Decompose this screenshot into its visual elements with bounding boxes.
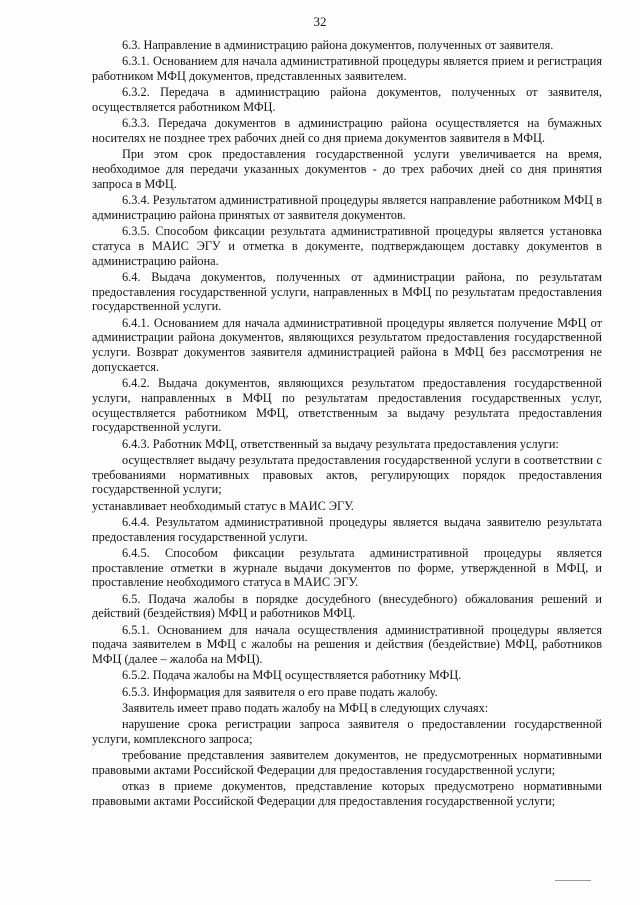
paragraph: отказ в приеме документов, представление которых предусмотрено нормативными правовыми актами Российской Федерации для предоставления государственной услуги; [92, 779, 602, 808]
paragraph: 6.4. Выдача документов, полученных от администрации района, по результатам предоставления государственной услуги, направленных в МФЦ по результатам предоставления государственной услуги. [92, 269, 602, 314]
page-number: 32 [313, 14, 327, 29]
paragraph: 6.3.1. Основанием для начала административной процедуры является прием и регистрация работником МФЦ документов, представленных заявителем. [92, 54, 602, 83]
footer-mark [555, 880, 591, 881]
paragraph: 6.4.5. Способом фиксации результата административной процедуры является проставление отметки в журнале выдачи документов по форме, утвержденной в МФЦ, и проставление необходимого статуса в МАИС ЭГУ. [92, 545, 602, 590]
paragraph: 6.3.4. Результатом административной процедуры является направление работником МФЦ в администрацию района принятых от заявителя документов. [92, 193, 602, 222]
paragraph: 6.4.3. Работник МФЦ, ответственный за выдачу результата предоставления услуги: [122, 436, 559, 451]
paragraph: 6.4.2. Выдача документов, являющихся результатом предоставления государственной услуги, направленных в МФЦ по результатам предоставления государственных услуг, осуществляется работником МФЦ, ответственным за выдачу результата предоставления государственной услуги. [92, 376, 602, 435]
paragraph: 6.4.4. Результатом административной процедуры является выдача заявителю результата предоставления государственной услуги. [92, 514, 602, 544]
document-body [92, 38, 602, 810]
paragraph: 6.5.3. Информация для заявителя о его праве подать жалобу. [122, 684, 438, 699]
paragraph: 6.5. Подача жалобы в порядке досудебного (внесудебного) обжалования решений и действий (бездействия) МФЦ и работников МФЦ. [92, 591, 602, 621]
paragraph: 6.5.2. Подача жалобы на МФЦ осуществляется работнику МФЦ. [122, 668, 462, 683]
paragraph: устанавливает необходимый статус в МАИС ЭГУ. [92, 498, 354, 513]
paragraph: требование представления заявителем документов, не предусмотренных нормативными правовыми актами Российской Федерации для предоставления государственной услуги; [92, 748, 602, 777]
paragraph: 6.3. Направление в администрацию района документов, полученных от заявителя. [122, 38, 554, 52]
paragraph: 6.3.2. Передача в администрацию района документов, полученных от заявителя, осуществляется работником МФЦ. [92, 85, 602, 114]
paragraph: 6.5.1. Основанием для начала осуществления административной процедуры является подача заявителем в МФЦ с жалобы на решения и действия (бездействие) МФЦ, работников МФЦ (далее – жалоба на МФЦ). [92, 622, 602, 666]
paragraph: 6.3.3. Передача документов в администрацию района осуществляется на бумажных носителях не позднее трех рабочих дней со дня приема документов заявителя в МФЦ. [92, 116, 602, 145]
paragraph: нарушение срока регистрации запроса заявителя о предоставлении государственной услуги, комплексного запроса; [92, 717, 602, 746]
paragraph: При этом срок предоставления государственной услуги увеличивается на время, необходимое для передачи указанных документов - до трех рабочих дней со дня принятия запроса в МФЦ. [92, 147, 602, 191]
paragraph: 6.4.1. Основанием для начала административной процедуры является получение МФЦ от администрации района документов, являющихся результатом предоставления государственной услуги. Возврат документов заявителя администрацией района в МФЦ без рассмотрения не допускается. [92, 315, 602, 374]
paragraph: Заявитель имеет право подать жалобу на МФЦ в следующих случаях: [122, 700, 489, 715]
paragraph: осуществляет выдачу результата предоставления государственной услуги в соответствии с требованиями нормативных правовых актов, регулирующих порядок предоставления государственной услуги; [92, 452, 602, 497]
paragraph: 6.3.5. Способом фиксации результата административной процедуры является установка статуса в МАИС ЭГУ и отметка в документе, подтверждающем доставку документов в администрацию района. [92, 224, 602, 268]
